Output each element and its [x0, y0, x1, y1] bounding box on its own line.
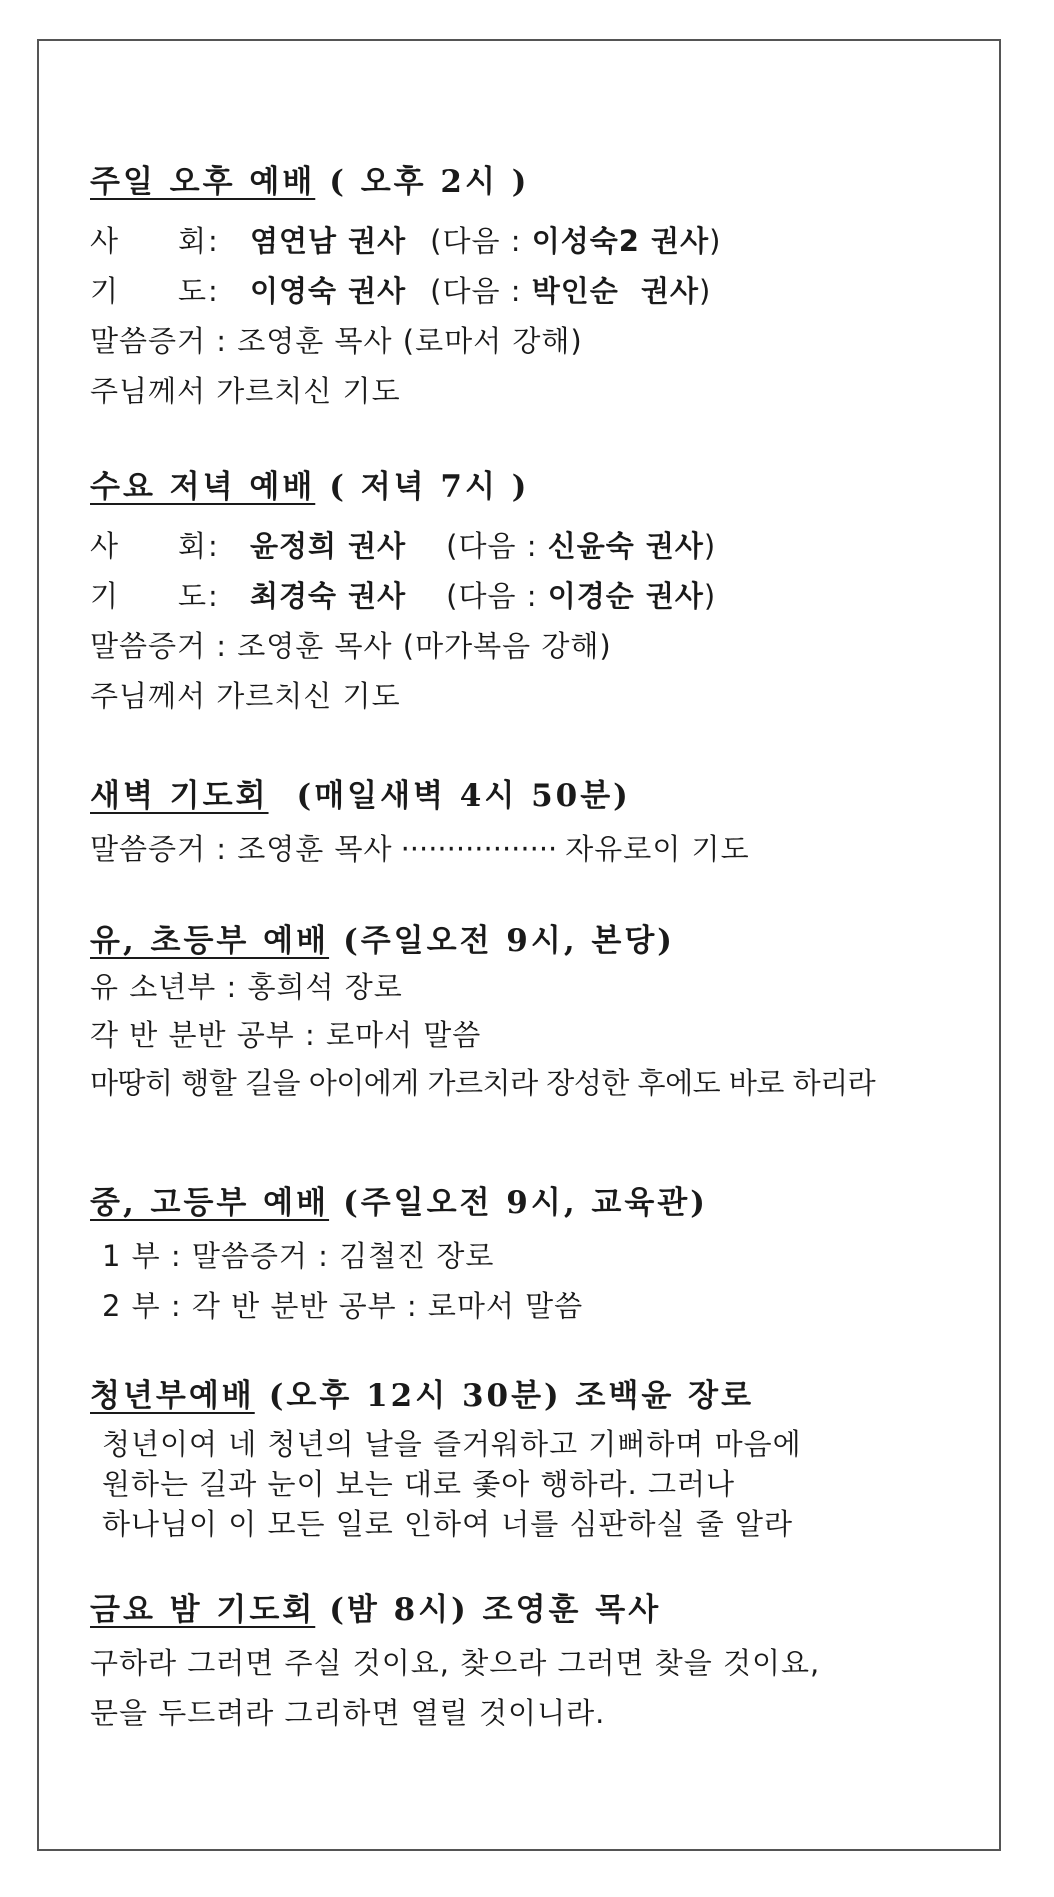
prayer-row	[90, 266, 970, 316]
section-heading	[90, 1590, 970, 1630]
friday-night-section	[90, 1590, 970, 1738]
host-label: 사 회:	[90, 529, 218, 563]
section-time: (매일새벽 4시 50분)	[296, 778, 631, 814]
sermon-row: 말씀증거 : 조영훈 목사 ················· 자유로이 기도	[90, 832, 750, 866]
sermon-row: 말씀증거 : 조영훈 목사 (마가복음 강해)	[90, 629, 612, 663]
verse-line-1: 청년이여 네 청년의 날을 즐거워하고 기뻐하며 마음에	[102, 1427, 802, 1461]
youth-section	[90, 1183, 970, 1331]
dawn-prayer-section	[90, 776, 970, 874]
study-row: 각 반 분반 공부 : 로마서 말씀	[90, 1018, 482, 1052]
host-label: 사 회:	[90, 224, 218, 258]
closing-row: 주님께서 가르치신 기도	[90, 374, 401, 408]
verse-row: 마땅히 행할 길을 아이에게 가르치라 장성한 후에도 바로 하리라	[90, 1066, 876, 1100]
verse-line-2: 문을 두드려라 그리하면 열릴 것이니라.	[90, 1696, 606, 1730]
part1-row: 1 부 : 말씀증거 : 김철진 장로	[102, 1239, 495, 1273]
prayer-label: 기 도:	[90, 274, 218, 308]
section-heading	[90, 1376, 970, 1416]
verse-line-1: 구하라 그러면 주실 것이요, 찾으라 그러면 찾을 것이요,	[90, 1646, 821, 1680]
prayer-next: (다음 : 박인순 권사)	[430, 274, 712, 308]
section-heading	[90, 921, 970, 961]
prayer-row	[90, 571, 970, 621]
wednesday-evening-section	[90, 467, 970, 721]
section-title: 주일 오후 예배	[90, 164, 316, 200]
prayer-label: 기 도:	[90, 579, 218, 613]
prayer-name: 최경숙 권사	[250, 579, 407, 613]
section-time: ( 오후 2시 )	[329, 164, 530, 200]
verse-line-3: 하나님이 이 모든 일로 인하여 너를 심판하실 줄 알라	[102, 1507, 794, 1541]
section-time: (주일오전 9시, 본당)	[343, 923, 675, 959]
section-time: (주일오전 9시, 교육관)	[343, 1185, 708, 1221]
section-title: 금요 밤 기도회	[90, 1592, 316, 1628]
section-heading	[90, 162, 970, 202]
section-heading	[90, 1183, 970, 1223]
host-name: 염연남 권사	[250, 224, 407, 258]
section-title: 유, 초등부 예배	[90, 923, 330, 959]
section-time: ( 저녁 7시 )	[329, 469, 530, 505]
sermon-row: 말씀증거 : 조영훈 목사 (로마서 강해)	[90, 324, 583, 358]
verse-line-2: 원하는 길과 눈이 보는 대로 좇아 행하라. 그러나	[102, 1467, 736, 1501]
part2-row: 2 부 : 각 반 분반 공부 : 로마서 말씀	[102, 1289, 584, 1323]
host-row	[90, 216, 970, 266]
closing-row: 주님께서 가르치신 기도	[90, 679, 401, 713]
leader-row: 유 소년부 : 홍희석 장로	[90, 970, 403, 1004]
host-row	[90, 521, 970, 571]
section-heading	[90, 467, 970, 507]
section-title: 새벽 기도회	[90, 778, 269, 814]
sunday-afternoon-section	[90, 162, 970, 416]
host-name: 윤정희 권사	[250, 529, 407, 563]
host-next: (다음 : 신윤숙 권사)	[446, 529, 717, 563]
section-title: 청년부예배	[90, 1378, 255, 1414]
host-next: (다음 : 이성숙2 권사)	[430, 224, 722, 258]
prayer-next: (다음 : 이경순 권사)	[446, 579, 717, 613]
young-adult-section	[90, 1376, 970, 1544]
section-time: (오후 12시 30분) 조백윤 장로	[268, 1378, 755, 1414]
section-time: (밤 8시) 조영훈 목사	[329, 1592, 662, 1628]
section-title: 수요 저녁 예배	[90, 469, 316, 505]
section-title: 중, 고등부 예배	[90, 1185, 330, 1221]
section-heading	[90, 776, 970, 816]
children-section	[90, 921, 970, 1107]
prayer-name: 이영숙 권사	[250, 274, 407, 308]
